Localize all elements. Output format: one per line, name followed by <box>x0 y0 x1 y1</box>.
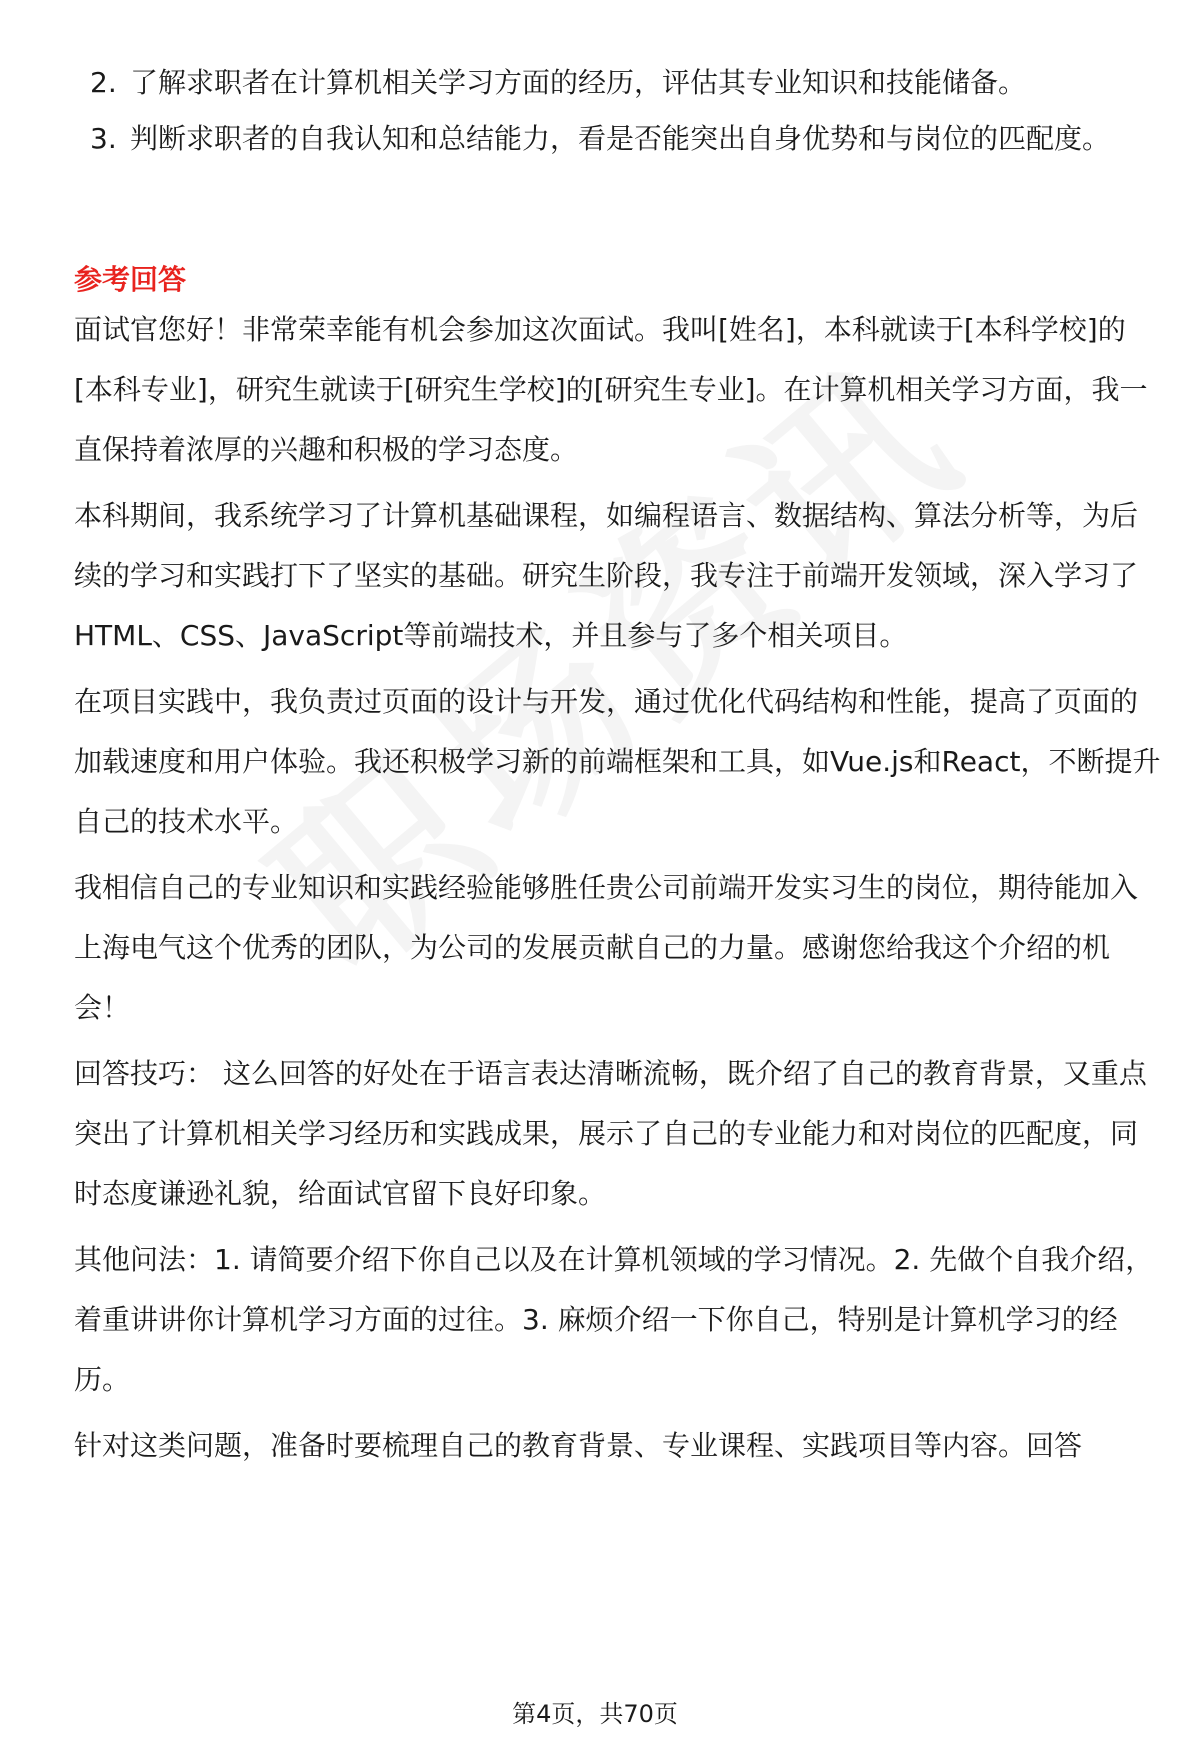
numbered-list <box>74 55 1134 167</box>
tips-paragraph: 回答技巧： 这么回答的好处在于语言表达清晰流畅，既介绍了自己的教育背景，又重点突出了计算机相关学习经历和实践成果，展示了自己的专业能力和对岗位的匹配度，同时态度谦逊礼貌，给面试官留下良好印象。 <box>74 1057 1147 1210</box>
list-item <box>74 55 1134 111</box>
list-item-number: 3. <box>90 122 117 155</box>
answer-paragraph-3: 在项目实践中，我负责过页面的设计与开发，通过优化代码结构和性能，提高了页面的加载速度和用户体验。我还积极学习新的前端框架和工具，如Vue.js和React，不断提升自己的技术水平。 <box>74 685 1161 838</box>
list-item-number: 2. <box>90 66 117 99</box>
answer-paragraph-1: 面试官您好！非常荣幸能有机会参加这次面试。我叫[姓名]，本科就读于[本科学校]的[本科专业]，研究生就读于[研究生学校]的[研究生专业]。在计算机相关学习方面，我一直保持着浓厚的兴趣和积极的学习态度。 <box>74 313 1148 466</box>
answer-paragraph-4: 我相信自己的专业知识和实践经验能够胜任贵公司前端开发实习生的岗位，期待能加入上海电气这个优秀的团队，为公司的发展贡献自己的力量。感谢您给我这个介绍的机会！ <box>74 871 1139 1024</box>
list-item-text: 判断求职者的自我认知和总结能力，看是否能突出自身优势和与岗位的匹配度。 <box>130 122 1111 155</box>
list-item-text: 了解求职者在计算机相关学习方面的经历，评估其专业知识和技能储备。 <box>130 66 1027 99</box>
answer-paragraph-2: 本科期间，我系统学习了计算机基础课程，如编程语言、数据结构、算法分析等，为后续的学习和实践打下了坚实的基础。研究生阶段，我专注于前端开发领域，深入学习了HTML、CSS、JavaScript等前端技术，并且参与了多个相关项目。 <box>74 499 1139 652</box>
alternative-questions-paragraph: 其他问法：1. 请简要介绍下你自己以及在计算机领域的学习情况。2. 先做个自我介绍，着重讲讲你计算机学习方面的过往。3. 麻烦介绍一下你自己，特别是计算机学习的经历。 <box>74 1243 1154 1396</box>
section-title: 参考回答 <box>74 263 187 296</box>
list-item <box>74 111 1134 167</box>
advice-paragraph: 针对这类问题，准备时要梳理自己的教育背景、专业课程、实践项目等内容。回答 <box>74 1429 1083 1462</box>
page-number: 第4页，共70页 <box>512 1700 678 1728</box>
